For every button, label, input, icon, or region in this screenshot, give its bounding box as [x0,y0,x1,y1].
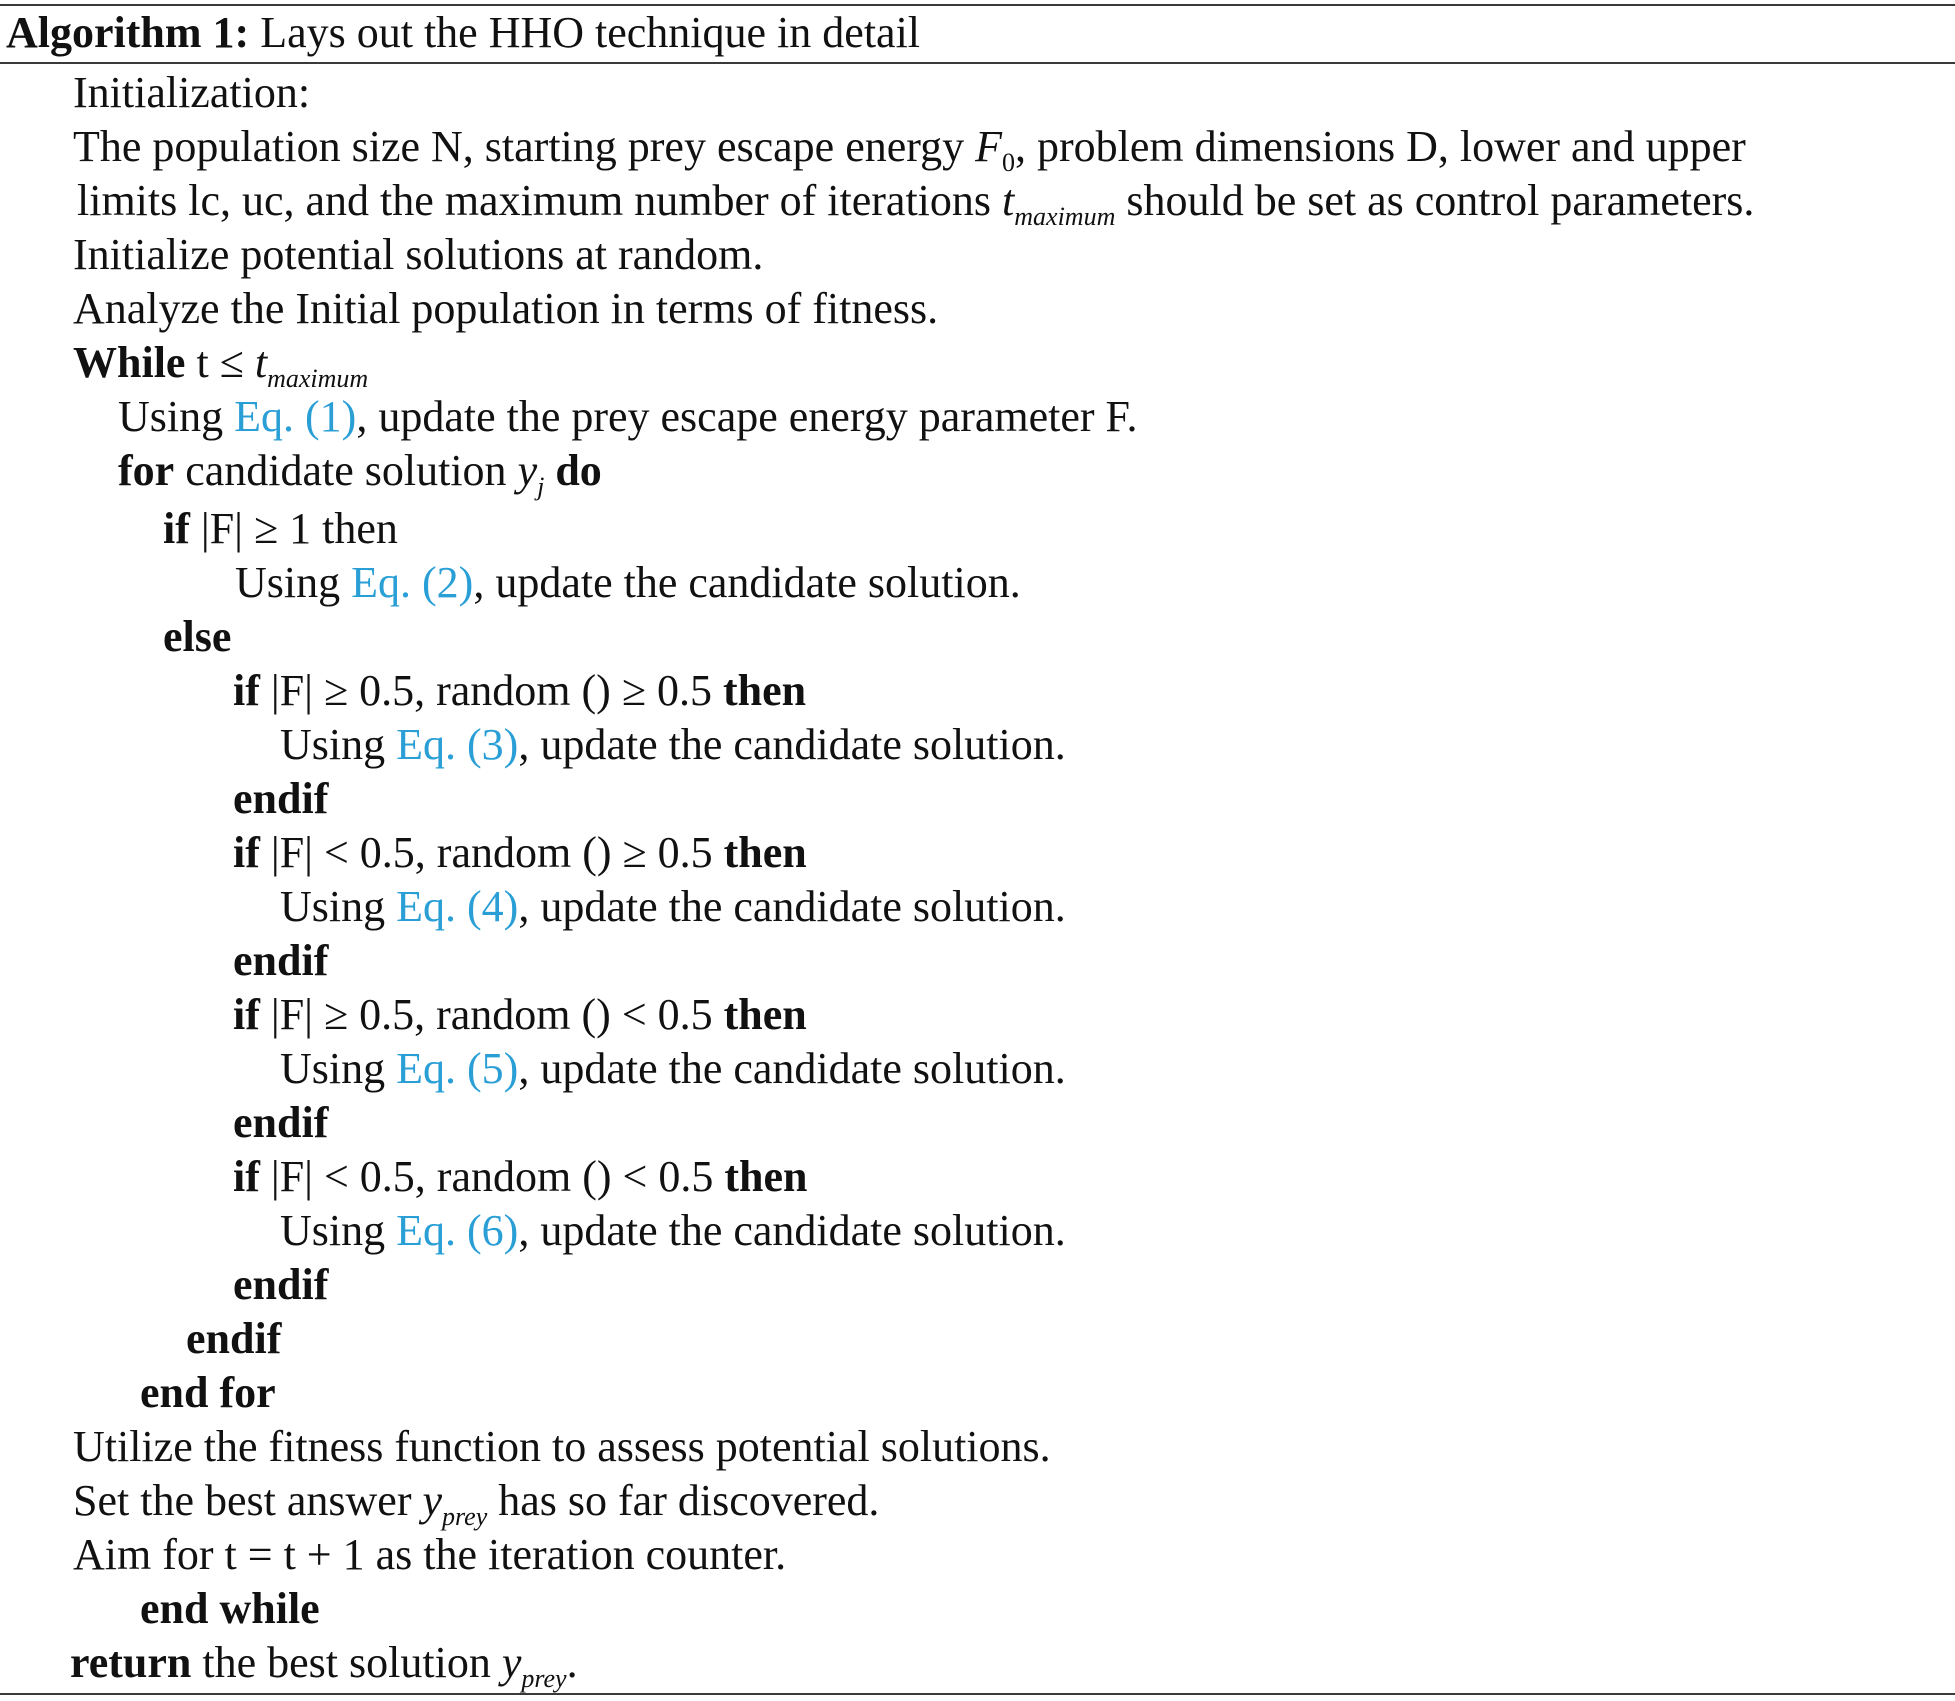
line-update-eq5: Using Eq. (5), update the candidate solution. [280,1044,1066,1093]
line-update-eq3: Using Eq. (3), update the candidate solution. [280,720,1066,769]
line-update-energy: Using Eq. (1), update the prey escape energy parameter F. [118,392,1138,441]
line-aim: Aim for t = t + 1 as the iteration counter. [73,1530,787,1579]
line-endif-2: endif [233,936,329,985]
line-initialization: Initialization: [73,68,311,117]
line-parameters-1: The population size N, starting prey escape energy $F_0$, problem dimensions D, lower and upper [73,122,1746,177]
line-endif-4: endif [233,1260,329,1309]
eq-5-link[interactable]: Eq. (5) [396,1044,519,1093]
algorithm-label: Algorithm 1: [6,8,250,57]
line-endif-outer: endif [186,1314,282,1363]
line-set-best: Set the best answer $y_{prey}$ has so far discovered. [73,1476,880,1531]
line-while: While $t \le t_{maximum}$ [73,338,369,393]
header-rule [0,62,1955,64]
eq-3-link[interactable]: Eq. (3) [396,720,519,769]
eq-1-link[interactable]: Eq. (1) [234,392,357,441]
line-if-case-3: if |F| ≥ 0.5, random () < 0.5 then [233,990,807,1039]
line-end-for: end for [140,1368,276,1417]
line-return: return the best solution $y_{prey}$. [70,1638,578,1693]
eq-2-link[interactable]: Eq. (2) [351,558,474,607]
line-update-eq2: Using Eq. (2), update the candidate solution. [235,558,1021,607]
line-analyze: Analyze the Initial population in terms of fitness. [73,284,939,333]
line-end-while: end while [140,1584,320,1633]
line-if-case-4: if |F| < 0.5, random () < 0.5 then [233,1152,808,1201]
line-if-f-ge-1: if |F| ≥ 1 then [163,504,398,553]
line-parameters-2: limits lc, uc, and the maximum number of iterations $t_{maximum}$ should be set as control parameters. [77,176,1755,231]
eq-6-link[interactable]: Eq. (6) [396,1206,519,1255]
line-if-case-1: if |F| ≥ 0.5, random () ≥ 0.5 then [233,666,807,715]
algorithm-caption [6,6,920,60]
line-else: else [163,612,232,661]
line-if-case-2: if |F| < 0.5, random () ≥ 0.5 then [233,828,807,877]
line-for: for candidate solution $y_j$ do [118,446,602,501]
line-endif-1: endif [233,774,329,823]
line-update-eq4: Using Eq. (4), update the candidate solution. [280,882,1066,931]
algorithm-title: Lays out the HHO technique in detail [260,8,921,57]
line-initialize: Initialize potential solutions at random. [73,230,764,279]
eq-4-link[interactable]: Eq. (4) [396,882,519,931]
line-update-eq6: Using Eq. (6), update the candidate solution. [280,1206,1066,1255]
line-endif-3: endif [233,1098,329,1147]
bottom-rule [0,1693,1955,1695]
line-utilize: Utilize the fitness function to assess potential solutions. [73,1422,1051,1471]
